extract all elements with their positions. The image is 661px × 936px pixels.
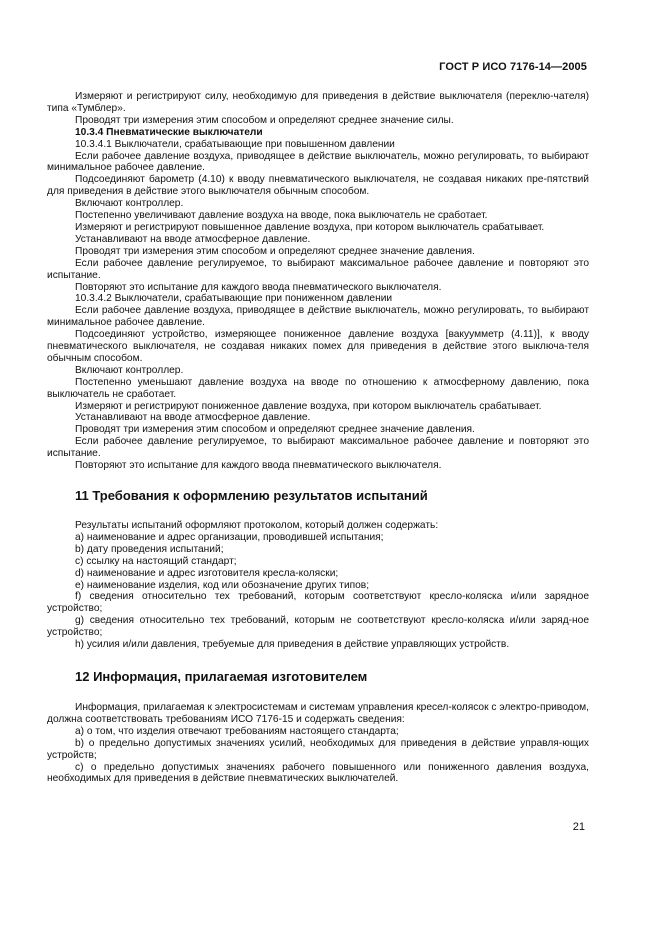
paragraph: Проводят три измерения этим способом и определяют среднее значение давления. xyxy=(75,424,475,436)
document-body xyxy=(47,91,589,785)
paragraph: Проводят три измерения этим способом и определяют среднее значение силы. xyxy=(75,114,454,126)
paragraph: Результаты испытаний оформляют протоколом, который должен содержать: xyxy=(75,520,439,531)
paragraph: Если рабочее давление воздуха, приводящее в действие выключатель, можно регулировать, то выбирают минимальное рабочее давление. xyxy=(47,305,589,329)
list-item: e) наименование изделия, код или обозначение других типов; xyxy=(75,579,370,591)
page-number: 21 xyxy=(572,821,585,833)
standard-designation: ГОСТ Р ИСО 7176-14—2005 xyxy=(439,61,587,73)
paragraph: Постепенно увеличивают давление воздуха на вводе, пока выключатель не сработает. xyxy=(75,210,488,222)
list-item: b) дату проведения испытаний; xyxy=(75,543,224,555)
paragraph: Подсоединяют устройство, измеряющее пониженное давление воздуха [вакуумметр (4.11)], к вводу пневматического выключателя, не создавая никаких помех для приведения в действие этого выключа-теля обычным способом. xyxy=(47,329,589,364)
list-item: h) усилия и/или давления, требуемые для приведения в действие управляющих устройств. xyxy=(75,639,510,651)
clause-heading: 10.3.4.1 Выключатели, срабатывающие при повышенном давлении xyxy=(75,138,395,150)
paragraph: Устанавливают на вводе атмосферное давление. xyxy=(75,233,311,245)
paragraph: Включают контроллер. xyxy=(75,198,184,210)
paragraph: Информация, прилагаемая к электросистемам и системам управления кресел-колясок с электро-приводом, должна соответствовать требованиям ИСО 7176-15 и содержать сведения: xyxy=(47,701,589,725)
list-item: c) о предельно допустимых значениях рабочего повышенного или пониженного давления воздуха, необходимых для приведения в действие пневматических выключателей. xyxy=(47,761,589,785)
list-item: b) о предельно допустимых значениях усилий, необходимых для приведения в действие управля-ющих устройств; xyxy=(47,737,589,761)
list-item: a) о том, что изделия отвечают требованиям настоящего стандарта; xyxy=(75,725,399,737)
paragraph: Повторяют это испытание для каждого ввода пневматического выключателя. xyxy=(75,281,442,293)
paragraph: Если рабочее давление воздуха, приводящее в действие выключатель, можно регулировать, то выбирают минимальное рабочее давление. xyxy=(47,150,589,174)
paragraph: Если рабочее давление регулируемое, то выбирают максимальное рабочее давление и повторяют это испытание. xyxy=(47,436,589,460)
paragraph: Устанавливают на вводе атмосферное давление. xyxy=(75,412,311,424)
paragraph: Измеряют и регистрируют пониженное давление воздуха, при котором выключатель срабатывает. xyxy=(75,400,542,412)
paragraph: Проводят три измерения этим способом и определяют среднее значение давления. xyxy=(75,245,475,257)
list-item: f) сведения относительно тех требований, которым соответствуют кресло-коляска и/или зарядное устройство; xyxy=(47,591,589,615)
paragraph: Если рабочее давление регулируемое, то выбирают максимальное рабочее давление и повторяют это испытание. xyxy=(47,257,589,281)
paragraph: Измеряют и регистрируют повышенное давление воздуха, при котором выключатель срабатывает. xyxy=(75,221,545,233)
paragraph: Повторяют это испытание для каждого ввода пневматического выключателя. xyxy=(75,460,442,472)
list-item: c) ссылку на настоящий стандарт; xyxy=(75,555,237,567)
section-heading-12: 12 Информация, прилагаемая изготовителем xyxy=(75,668,368,684)
list-item: a) наименование и адрес организации, проводившей испытания; xyxy=(75,531,384,543)
paragraph: Измеряют и регистрируют силу, необходимую для приведения в действие выключателя (переклю-чателя) типа «Тумблер». xyxy=(47,91,589,114)
paragraph: Постепенно уменьшают давление воздуха на вводе по отношению к атмосферному давлению, пока выключатель не сработает. xyxy=(47,376,589,400)
section-heading-11: 11 Требования к оформлению результатов испытаний xyxy=(75,488,428,503)
subsection-heading: 10.3.4 Пневматические выключатели xyxy=(75,126,263,138)
paragraph: Подсоединяют барометр (4.10) к вводу пневматического выключателя, не создавая никаких пре-пятствий для приведения в действие этого выключателя обычным способом. xyxy=(47,174,589,198)
list-item: d) наименование и адрес изготовителя кресла-коляски; xyxy=(75,567,339,579)
paragraph: Включают контроллер. xyxy=(75,364,184,376)
clause-heading: 10.3.4.2 Выключатели, срабатывающие при пониженном давлении xyxy=(75,293,393,305)
list-item: g) сведения относительно тех требований, которым не соответствуют кресло-коляска и/или заряд-ное устройство; xyxy=(47,615,589,639)
